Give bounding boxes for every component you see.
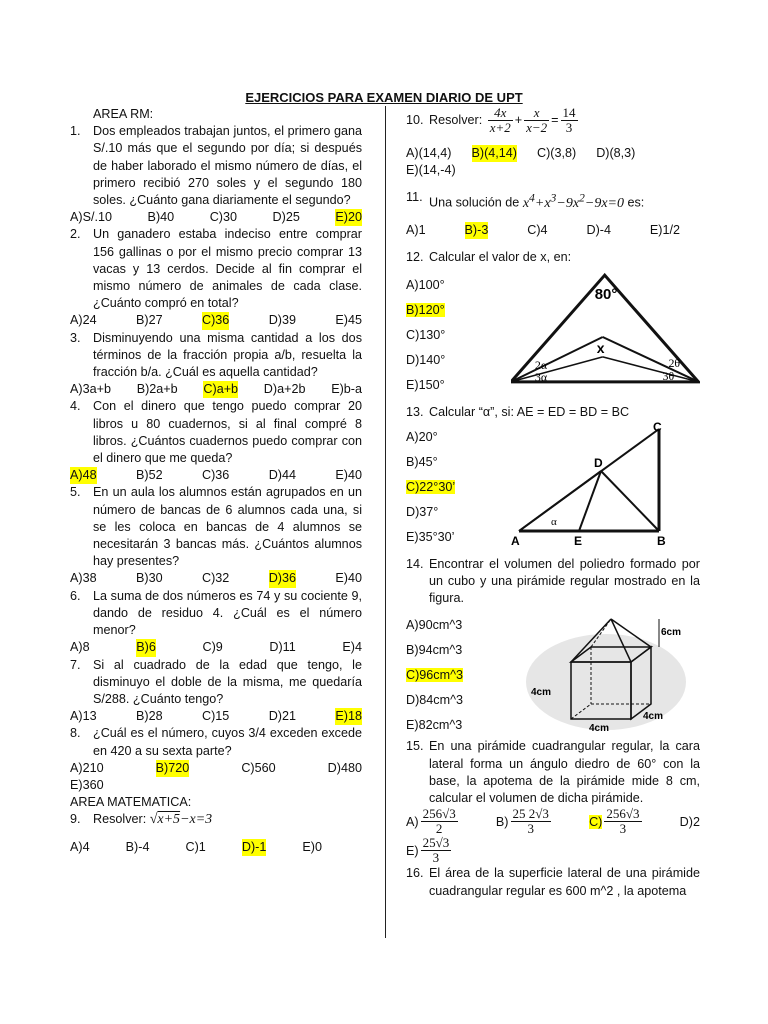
fig-label: 4cm bbox=[589, 723, 610, 733]
answer-highlight: E)18 bbox=[335, 708, 362, 725]
options-9: A)4 B)-4 C)1 D)-1 E)0 bbox=[70, 839, 362, 856]
question-14: 14. Encontrar el volumen del poliedro formado por un cubo y una pirámide regular mostrado en la figura. bbox=[406, 556, 700, 606]
answer-highlight: E)20 bbox=[335, 209, 362, 226]
question-2: 2. Un ganadero estaba indeciso entre comprar 156 gallinas o por el mismo precio comprar 13 vacas y 13 cerdos. Decide al fin comprar el mismo número de animales de cada clase. ¿Cuánto compró en total? bbox=[70, 227, 362, 311]
fig-label: C bbox=[653, 420, 662, 434]
section-heading-rm: AREA RM: bbox=[93, 107, 154, 121]
fig-label: B bbox=[657, 533, 666, 546]
options-6: A)8 B)6 C)9 D)11 E)4 bbox=[70, 639, 362, 656]
options-3: A)3a+b B)2a+b C)a+b D)a+2b E)b-a bbox=[70, 381, 362, 398]
question-15: 15. En una pirámide cuadrangular regular, la cara lateral forma un ángulo diedro de 60° con la base, la apotema de la pirámide mide 8 cm, calcular el volumen de dicha pirámide. bbox=[406, 739, 700, 806]
question-10: 10. Resolver: $\frac{4x}{x+2}$ + $\frac{x}{x-2}$ = $\frac{14}{3}$ bbox=[406, 105, 576, 135]
fig-label: 2α bbox=[534, 357, 547, 372]
page-title: EJERCICIOS PARA EXAMEN DIARIO DE UPT bbox=[245, 90, 523, 105]
options-12: A)100° B)120° C)130° D)140° E)150° bbox=[406, 277, 446, 392]
answer-highlight: B)120° bbox=[406, 302, 445, 317]
right-column: 10. Resolver: $\frac{4x}{x+2}$ + $\frac{x}{x-2}$ = $\frac{14}{3}$ A)(14,4) B)(4,14) C)(3,8) D)(8,3) E)(14,-4) 11. Una solución de $x^4+x^3-9x^2-9x=0$ es: A)1 B)-3 C)4 D)-4 E)1/2 12. Calcular el valor de x, en: A)100° B)120° C)130° D)140° E)150° 80° x 2α 3α 2θ 3θ 13. Calcular “α”, si: AE = ED = BD = BC A)20° B)45° C)22°30’ D)37° E)35°30’ A E B C D α 14. Encontrar el volumen del poliedro formado por un cubo y una pirámide regular mostrado en la figura. A)90cm^3 B)94cm^3 C)96cm^3 D)84cm^3 E)82cm^3 6cm 4cm 4cm 4cm 15. En una pirámide cuadrangular regular, la cara lateral forma un ángulo diedro de 60° con la base, la apotema de la pirámide mide 8 cm, calcular el volumen de dicha pirámide. A) $\frac{256√3}{2}$ B) $\frac{25 2√3}{3}$ C) $\frac{256√3}{3}$ D)2 E) $\frac{25√3}{3}$ 16. El área de la superficie lateral de una pirámide cuadrangular regular es 600 m^2 , la apotema bbox=[406, 106, 700, 900]
answer-highlight: C)a+b bbox=[203, 381, 238, 398]
options-14: A)90cm^3 B)94cm^3 C)96cm^3 D)84cm^3 E)82cm^3 bbox=[406, 618, 463, 733]
question-13: 13. Calcular “α”, si: AE = ED = BD = BC bbox=[406, 404, 630, 419]
options-13: A)20° B)45° C)22°30’ D)37° E)35°30’ bbox=[406, 429, 456, 544]
answer-highlight: B)6 bbox=[136, 639, 156, 656]
fig-label: D bbox=[594, 455, 603, 470]
question-11: 11. Una solución de $x^4+x^3-9x^2-9x=0$ es: bbox=[406, 190, 645, 212]
question-9: 9. Resolver: √x+5−x=3 bbox=[70, 812, 213, 828]
fig-label: α bbox=[551, 515, 557, 528]
options-5: A)38 B)30 C)32 D)36 E)40 bbox=[70, 570, 362, 587]
answer-highlight: D)36 bbox=[269, 570, 296, 587]
fig-label: 6cm bbox=[661, 627, 682, 639]
fig-label: x bbox=[596, 339, 605, 356]
question-6: 6. La suma de dos números es 74 y su cociente 9, dando de residuo 4. ¿Cuál es el número menor? bbox=[70, 588, 362, 638]
equation-9: √x+5−x=3 bbox=[149, 812, 213, 828]
fig-label: 2θ bbox=[668, 355, 680, 370]
options-10: A)(14,4) B)(4,14) C)(3,8) D)(8,3) E)(14,-4) bbox=[406, 146, 636, 178]
answer-highlight: B)720 bbox=[156, 760, 190, 777]
polyhedron-figure-14 bbox=[511, 607, 691, 732]
fig-label: 3θ bbox=[662, 368, 674, 383]
fig-label: A bbox=[511, 533, 520, 546]
options-8: A)210 B)720 C)560 D)480 bbox=[70, 760, 362, 777]
fig-label: 3α bbox=[534, 369, 547, 384]
question-5: 5. En un aula los alumnos están agrupados en un número de bancas de 6 alumnos cada una, si se les coloca en bancas de 4 alumnos se necesitarán 3 bancas más. ¿Cuántos alumnos hay presentes? bbox=[70, 485, 362, 569]
options-11: A)1 B)-3 C)4 D)-4 E)1/2 bbox=[406, 222, 700, 239]
question-8: 8. ¿Cuál es el número, cuyos 3/4 exceden excede en 420 a su sexta parte? bbox=[70, 726, 362, 758]
options-2: A)24 B)27 C)36 D)39 E)45 bbox=[70, 312, 362, 329]
answer-highlight: B)(4,14) bbox=[472, 145, 518, 162]
answer-highlight: C)96cm^3 bbox=[406, 668, 463, 683]
column-divider bbox=[385, 106, 386, 938]
answer-highlight: C) bbox=[589, 814, 603, 829]
fig-label: 4cm bbox=[531, 687, 552, 699]
triangle-figure-13 bbox=[511, 421, 681, 546]
triangle-figure-12 bbox=[511, 267, 700, 392]
options-15: A) $\frac{256√3}{2}$ B) $\frac{25 2√3}{3}$ C) $\frac{256√3}{3}$ D)2 bbox=[406, 806, 700, 837]
question-16: 16. El área de la superficie lateral de una pirámide cuadrangular regular es 600 m^2 , la apotema bbox=[406, 866, 700, 898]
options-4: A)48 B)52 C)36 D)44 E)40 bbox=[70, 467, 362, 484]
answer-highlight: B)-3 bbox=[465, 222, 489, 239]
question-7: 7. Si al cuadrado de la edad que tengo, le disminuyo el doble de la misma, me quedaría S/288. ¿Cuánto tengo? bbox=[70, 657, 362, 706]
question-1: 1. Dos empleados trabajan juntos, el primero gana S/.10 más que el segundo por día; si después de haber laborado el mismo número de días, el primero recibió 270 soles y el segundo 180 soles. ¿Cuánto gana diariamente el segundo? bbox=[70, 124, 362, 208]
fig-label: 4cm bbox=[643, 711, 664, 723]
fig-label: 80° bbox=[594, 285, 617, 303]
question-4: 4. Con el dinero que tengo puedo comprar 20 libros u 80 cuadernos, si al final compré 8 libros. ¿Cuántos cuadernos puedo comprar con el dinero que me queda? bbox=[70, 399, 362, 466]
answer-highlight: D)-1 bbox=[242, 839, 267, 856]
options-7: A)13 B)28 C)15 D)21 E)18 bbox=[70, 708, 362, 725]
answer-highlight: C)22°30’ bbox=[406, 479, 456, 494]
answer-highlight: A)48 bbox=[70, 467, 97, 484]
section-heading-math: AREA MATEMATICA: bbox=[70, 795, 192, 810]
question-3: 3. Disminuyendo una misma cantidad a los dos términos de la fracción propia a/b, resuelta la fracción b/a. ¿Cuál es aquella cantidad? bbox=[70, 330, 362, 380]
left-column: AREA RM: 1. Dos empleados trabajan juntos, el primero gana S/.10 más que el segundo por día; si después de haber laborado el mismo número de días, el primero recibió 270 soles y el segundo 180 soles. ¿Cuánto gana diariamente el segundo? A)S/.10 B)40 C)30 D)25 E)20 2. Un ganadero estaba indeciso entre comprar 156 gallinas o por el mismo precio comprar 13 vacas y 13 cerdos. Decide al fin comprar el mismo número de animales de cada clase. ¿Cuánto compró en total? A)24 B)27 C)36 D)39 E)45 3. Disminuyendo una misma cantidad a los dos términos de la fracción propia a/b, resuelta la fracción b/a. ¿Cuál es aquella cantidad? A)3a+b B)2a+b C)a+b D)a+2b E)b-a 4. Con el dinero que tengo puedo comprar 20 libros u 80 cuadernos, si al final compré 8 libros. ¿Cuántos cuadernos puedo comprar con el dinero que me queda? A)48 B)52 C)36 D)44 E)40 5. En un aula los alumnos están agrupados en un número de bancas de 6 alumnos cada una, si se les coloca en bancas de 4 alumnos se necesitarán 3 bancas más. ¿Cuántos alumnos hay presentes? A)38 B)30 C)32 D)36 E)40 6. La suma de dos números es 74 y su cociente 9, dando de residuo 4. ¿Cuál es el número menor? A)8 B)6 C)9 D)11 E)4 7. Si al cuadrado de la edad que tengo, le disminuyo el doble de la misma, me quedaría S/288. ¿Cuánto tengo? A)13 B)28 C)15 D)21 E)18 8. ¿Cuál es el número, cuyos 3/4 exceden excede en 420 a su sexta parte? A)210 B)720 C)560 D)480 E)360 AREA MATEMATICA: 9. Resolver: √x+5−x=3 A)4 B)-4 C)1 D)-1 E)0 bbox=[70, 106, 362, 856]
fig-label: E bbox=[574, 533, 583, 546]
answer-highlight: C)36 bbox=[202, 312, 229, 329]
question-12: 12. Calcular el valor de x, en: bbox=[406, 250, 572, 265]
options-1: A)S/.10 B)40 C)30 D)25 E)20 bbox=[70, 209, 362, 226]
